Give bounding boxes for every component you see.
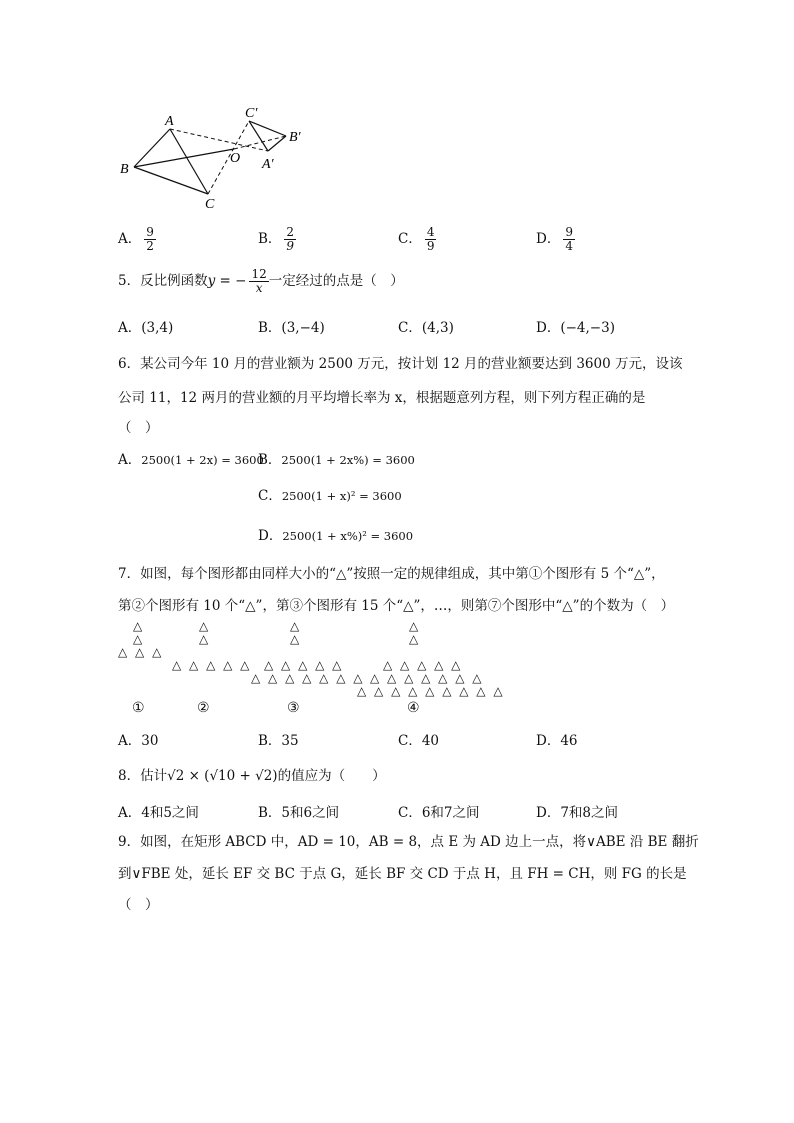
q4-option-d[interactable] <box>536 226 575 253</box>
q8-option-c[interactable]: C．6和7之间 <box>398 805 480 821</box>
option-letter: B． <box>258 231 282 247</box>
q9-stem-line2: 到∨FBE 处，延长 EF 交 BC 于点 G，延长 BF 交 CD 于点 H，且 FH = CH，则 FG 的长是 <box>118 866 687 882</box>
q9-stem-line3: （ ） <box>118 897 159 913</box>
label-C1: C′ <box>245 106 258 121</box>
q5-option-c[interactable]: C．(4,3) <box>398 320 454 336</box>
q6-option-d[interactable]: D．2500(1 + x%)² = 3600 <box>258 528 414 544</box>
q7-option-b[interactable]: B．35 <box>258 733 299 749</box>
dashed-A-A1 <box>170 129 268 151</box>
label-B1: B′ <box>289 130 301 145</box>
q7-option-a[interactable]: A．30 <box>118 733 159 749</box>
label-A1: A′ <box>262 157 274 172</box>
label-O: O <box>230 151 241 166</box>
q6-stem-line2: 公司 11，12 两月的营业额的月平均增长率为 x，根据题意列方程，则下列方程正确的是 <box>118 390 646 406</box>
segment-BC <box>134 167 208 194</box>
q7-option-d[interactable]: D．46 <box>536 733 578 749</box>
dashed-C-C1 <box>208 121 249 194</box>
option-letter: C． <box>398 231 422 247</box>
q8-option-d[interactable]: D．7和8之间 <box>536 805 619 821</box>
segment-AC <box>170 129 208 194</box>
q5-option-d[interactable]: D．(−4,−3) <box>536 320 615 336</box>
q4-option-b[interactable] <box>258 226 296 253</box>
segment-C1A1 <box>249 121 268 151</box>
q4-option-a[interactable] <box>118 226 156 253</box>
fraction: $\frac{9}{4}$ <box>565 225 573 253</box>
q6-stem-line3: （ ） <box>118 420 159 436</box>
q8-option-b[interactable]: B．5和6之间 <box>258 805 340 821</box>
q5-option-b[interactable]: B．(3,−4) <box>258 320 325 336</box>
q7-stem-line1: 7．如图，每个图形都由同样大小的“△”按照一定的规律组成，其中第①个图形有 5 个“△”， <box>118 566 665 582</box>
q7-option-c[interactable]: C．40 <box>398 733 440 749</box>
fraction: $\frac{2}{9}$ <box>286 225 295 253</box>
q8-stem: 8．估计√2 × (√10 + √2)的值应为（ ） <box>118 768 386 784</box>
option-letter: D． <box>536 231 561 247</box>
q4-option-c[interactable] <box>398 226 436 253</box>
fraction: $\frac{9}{2}$ <box>146 225 154 253</box>
q9-stem-line1: 9．如图，在矩形 ABCD 中，AD = 10，AB = 8，点 E 为 AD 边上一点，将∨ABE 沿 BE 翻折 <box>118 834 699 850</box>
label-A: A <box>165 114 174 129</box>
fraction: $\frac{4}{9}$ <box>426 225 435 253</box>
q6-option-c[interactable]: C．2500(1 + x)² = 3600 <box>258 488 402 504</box>
option-letter: A． <box>118 231 142 247</box>
label-C: C <box>205 197 215 212</box>
segment-C1B1 <box>249 121 286 136</box>
q6-option-a[interactable]: A．2500(1 + 2x) = 3600 <box>118 452 264 468</box>
q6-stem-line1: 6．某公司今年 10 月的营业额为 2500 万元，按计划 12 月的营业额要达到 3600 万元，设该 <box>118 356 683 372</box>
q5-stem: 5．反比例函数y = − $\frac{12}{x}$ 一定经过的点是（ ） <box>118 267 404 295</box>
q8-option-a[interactable]: A．4和5之间 <box>118 805 199 821</box>
q4-geometry-figure <box>112 100 312 215</box>
q7-stem-line2: 第②个图形有 10 个“△”，第③个图形有 15 个“△”，…，则第⑦个图形中“△”的个数为（ ） <box>118 598 675 614</box>
q6-option-b[interactable]: B．2500(1 + 2x%) = 3600 <box>258 452 415 468</box>
q5-option-a[interactable]: A．(3,4) <box>118 320 174 336</box>
label-B: B <box>120 162 129 177</box>
